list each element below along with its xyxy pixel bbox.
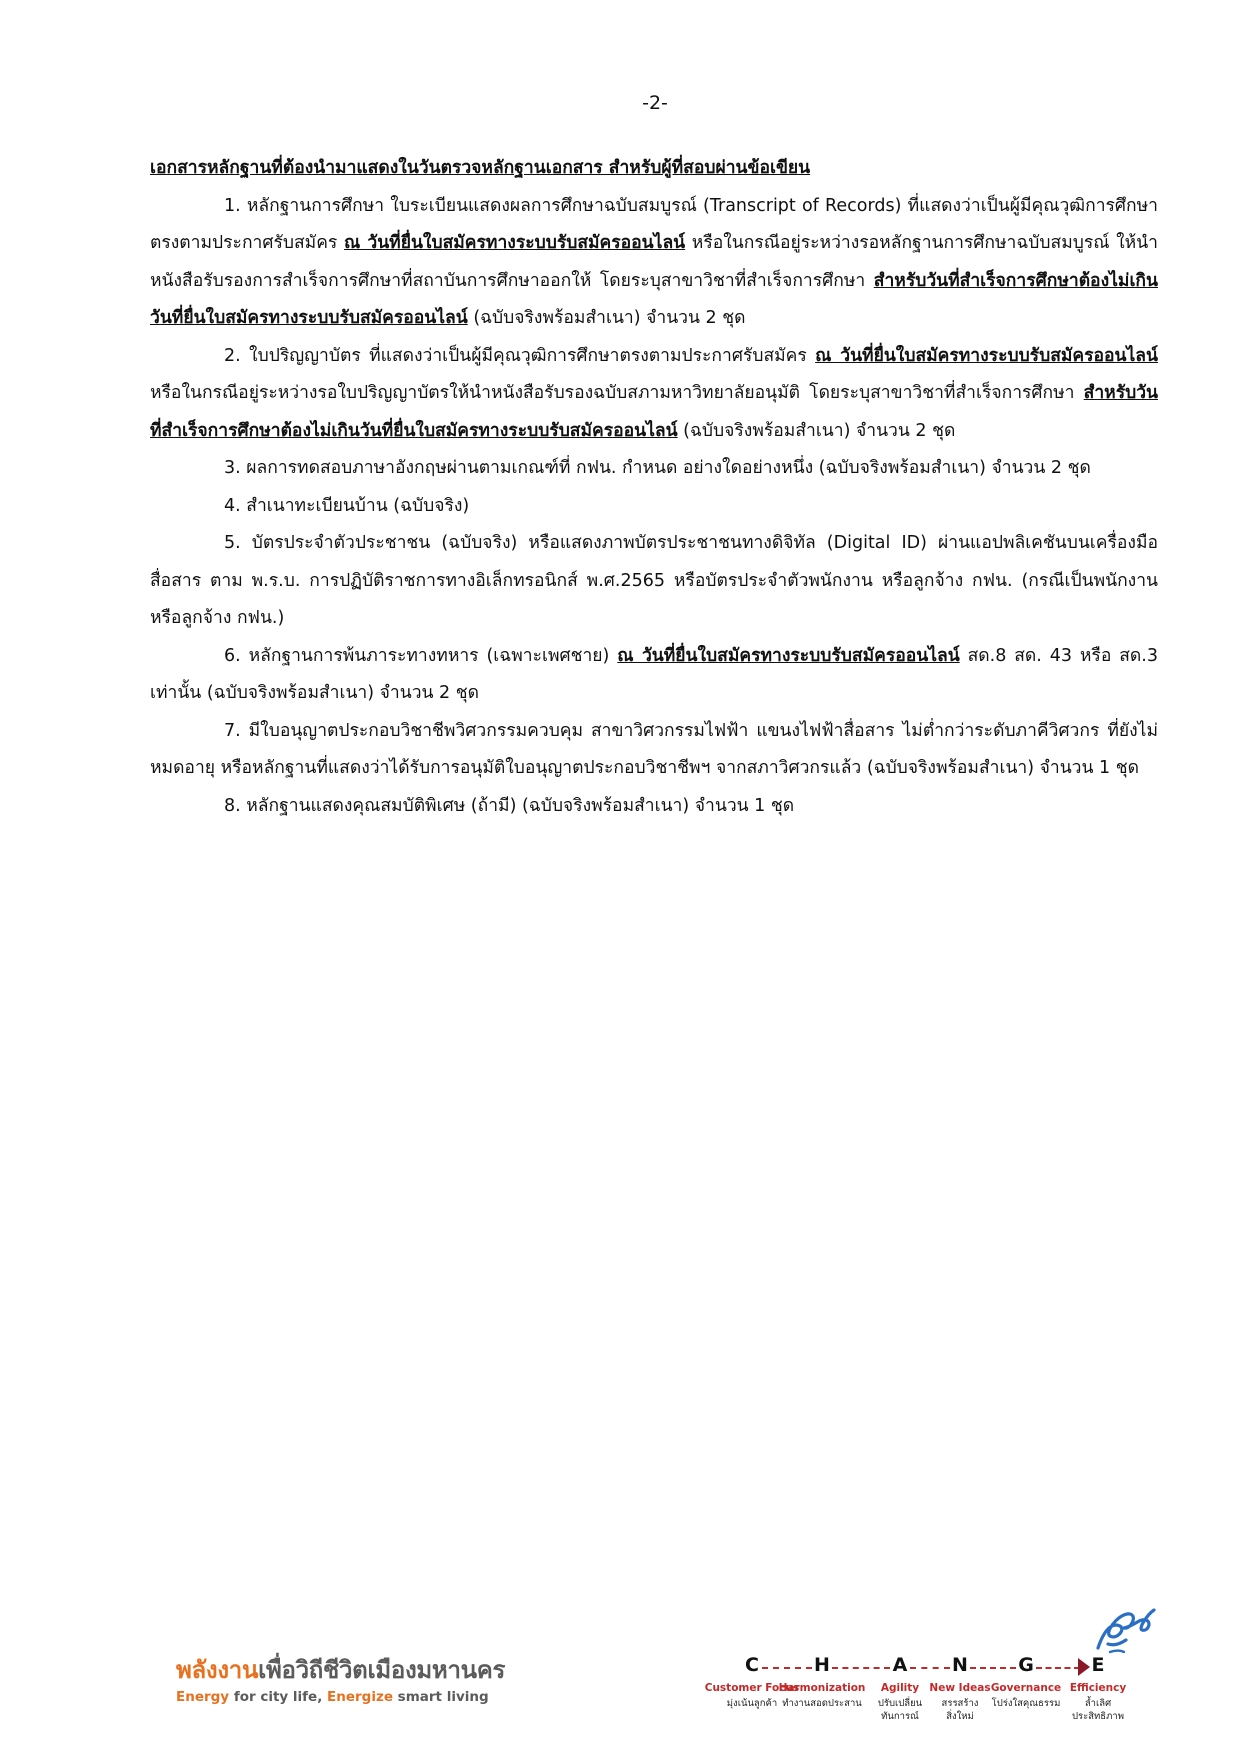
change-values-strip (700, 1600, 1160, 1740)
item-2 (150, 338, 1158, 451)
change-label-new-ideas: New Ideas (929, 1682, 991, 1694)
item-2-text: 2. ใบปริญญาบัตร ที่แสดงว่าเป็นผู้มีคุณวุฒิการศึกษาตรงตามประกาศรับสมัคร (224, 345, 816, 366)
slogan-en-part2: for city life, (229, 1689, 328, 1705)
change-label-harmonization: Harmonization (778, 1682, 866, 1694)
slogan-thai-highlight: พลังงาน (176, 1656, 259, 1684)
item-2-text-2: หรือในกรณีอยู่ระหว่างรอใบปริญญาบัตรให้นำหนังสือรับรองฉบับสภามหาวิทยาลัยอนุมัติ โดยระบุสาขาวิชาที่สำเร็จการศึกษา (150, 383, 1084, 403)
change-letter-h: H (814, 1654, 830, 1676)
change-label-agility: Agility (880, 1682, 920, 1694)
item-3: 3. ผลการทดสอบภาษาอังกฤษผ่านตามเกณฑ์ที่ กฟน. กำหนด อย่างใดอย่างหนึ่ง (ฉบับจริงพร้อมสำเนา) จำนวน 2 ชุด (224, 458, 1091, 478)
change-sub-governance: โปร่งใสคุณธรรม (991, 1698, 1061, 1709)
change-row (700, 1646, 1160, 1736)
item-1 (150, 188, 1158, 338)
change-sub-customer-focus: มุ่งเน้นลูกค้า (726, 1698, 778, 1709)
item-1-text-2: หรือในกรณีอยู่ระหว่างรอหลักฐานการศึกษาฉบับสมบูรณ์ ให้นำหนังสือรับรองการสำเร็จการศึกษาที่สถาบันการศึกษาออกให้ โดยระบุสาขาวิชาที่สำเร็จการศึกษา (150, 233, 1158, 291)
change-dash-5 (1036, 1667, 1080, 1669)
page-number: -2- (642, 92, 668, 114)
slogan-english (176, 1687, 505, 1707)
change-label-efficiency: Efficiency (1069, 1682, 1127, 1694)
change-letter-a: A (892, 1654, 908, 1676)
slogan-en-energize: Energize (327, 1689, 393, 1705)
slogan-en-part4: smart living (392, 1689, 489, 1705)
item-6-deadline: ณ วันที่ยื่นใบสมัครทางระบบรับสมัครออนไลน์ (617, 645, 960, 666)
change-dash-3 (910, 1667, 950, 1669)
item-1-copies: (ฉบับจริงพร้อมสำเนา) จำนวน 2 ชุด (467, 308, 746, 328)
arrow-icon (1078, 1658, 1090, 1676)
footer-slogan (176, 1655, 505, 1707)
slogan-thai (176, 1655, 505, 1685)
item-5: 5. บัตรประจำตัวประชาชน (ฉบับจริง) หรือแสดงภาพบัตรประชาชนทางดิจิทัล (Digital ID) ผ่านแอปพลิเคชันบนเครื่องมือสื่อสาร ตาม พ.ร.บ. การปฏิบัติราชการทางอิเล็กทรอนิกส์ พ.ศ.2565 หรือบัตรประจำตัวพนักงาน หรือลูกจ้าง กฟน. (กรณีเป็นพนักงาน หรือลูกจ้าง กฟน.) (150, 533, 1158, 628)
document-body (150, 150, 1158, 825)
slogan-en-energy: Energy (176, 1689, 230, 1705)
slogan-thai-rest: เพื่อวิถีชีวิตเมืองมหานคร (258, 1656, 506, 1684)
change-letter-c: C (745, 1654, 759, 1676)
item-4: 4. สำเนาทะเบียนบ้าน (ฉบับจริง) (224, 495, 470, 516)
item-7: 7. มีใบอนุญาตประกอบวิชาชีพวิศวกรรมควบคุม สาขาวิศวกรรมไฟฟ้า แขนงไฟฟ้าสื่อสาร ไม่ต่ำกว่าระดับภาคีวิศวกร ที่ยังไม่หมดอายุ หรือหลักฐานที่แสดงว่าได้รับการอนุมัติใบอนุญาตประกอบวิชาชีพฯ จากสภาวิศวกรแล้ว (ฉบับจริงพร้อมสำเนา) จำนวน 1 ชุด (150, 720, 1158, 778)
item-2-deadline: ณ วันที่ยื่นใบสมัครทางระบบรับสมัครออนไลน์ (815, 345, 1158, 366)
change-sub-agility: ปรับเปลี่ยน ทันการณ์ (877, 1698, 923, 1722)
item-6-text-2: สด.8 สด. 43 หรือ สด.3 เท่านั้น (ฉบับจริงพร้อมสำเนา) จำนวน 2 ชุด (150, 645, 1158, 703)
item-1-text: 1. หลักฐานการศึกษา ใบระเบียนแสดงผลการศึกษาฉบับสมบูรณ์ (Transcript of Records) ที่แสดงว่าเป็นผู้มีคุณวุฒิการศึกษาตรงตามประกาศรับสมัคร (150, 195, 1158, 253)
change-dash-4 (970, 1667, 1016, 1669)
change-sub-harmonization: ทำงานสอดประสาน (782, 1698, 862, 1709)
item-6-text: 6. หลักฐานการพ้นภาระทางทหาร (เฉพาะเพศชาย) (224, 645, 618, 666)
change-dash-2 (832, 1667, 890, 1669)
item-8: 8. หลักฐานแสดงคุณสมบัติพิเศษ (ถ้ามี) (ฉบับจริงพร้อมสำเนา) จำนวน 1 ชุด (224, 795, 795, 816)
item-1-deadline: ณ วันที่ยื่นใบสมัครทางระบบรับสมัครออนไลน์ (343, 233, 686, 253)
change-sub-new-ideas: สรรสร้าง สิ่งใหม่ (941, 1698, 979, 1722)
item-2-condition: สำหรับวันที่สำเร็จการศึกษาต้องไม่เกินวันที่ยื่นใบสมัครทางระบบรับสมัครออนไลน์ (150, 383, 1158, 441)
change-letter-e: E (1091, 1654, 1105, 1676)
item-6 (150, 638, 1158, 713)
change-letter-g: G (1018, 1654, 1034, 1676)
change-sub-efficiency: ล้ำเลิศ ประสิทธิภาพ (1072, 1698, 1124, 1722)
item-2-copies: (ฉบับจริงพร้อมสำเนา) จำนวน 2 ชุด (677, 420, 956, 441)
change-label-governance: Governance (990, 1682, 1062, 1694)
change-label-customer-focus: Customer Focus (704, 1682, 800, 1694)
change-letter-n: N (952, 1654, 968, 1676)
section-heading: เอกสารหลักฐานที่ต้องนำมาแสดงในวันตรวจหลักฐานเอกสาร สำหรับผู้ที่สอบผ่านข้อเขียน (150, 158, 811, 178)
item-1-condition: สำหรับวันที่สำเร็จการศึกษาต้องไม่เกินวันที่ยื่นใบสมัครทางระบบรับสมัครออนไลน์ (150, 270, 1158, 328)
change-dash-1 (762, 1667, 812, 1669)
